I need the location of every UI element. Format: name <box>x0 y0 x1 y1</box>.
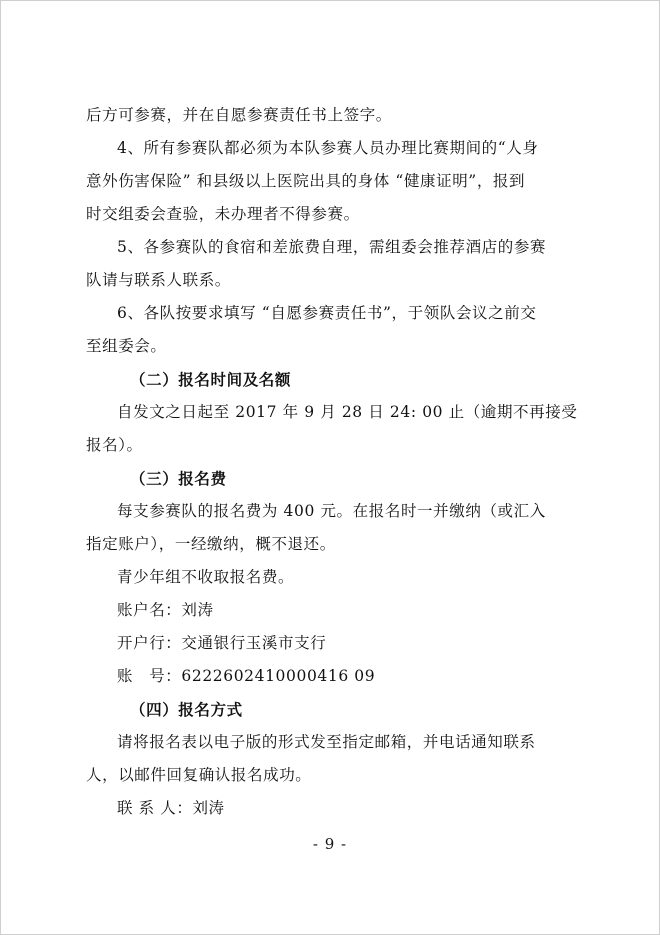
text-line: 指定账户），一经缴纳，概不退还。 <box>86 535 336 553</box>
text-line: 6、各队按要求填写 “自愿参赛责任书”，于领队会议之前交 <box>117 304 537 322</box>
text-line: 4、所有参赛队都必须为本队参赛人员办理比赛期间的“人身 <box>117 139 539 157</box>
text-line: 意外伤害保险” 和县级以上医院出具的身体 “健康证明”，报到 <box>86 172 526 190</box>
text-line: 联 系 人：刘涛 <box>117 799 225 817</box>
text-line: 5、各参赛队的食宿和差旅费自理，需组委会推荐酒店的参赛 <box>117 238 547 256</box>
document-body <box>86 99 576 825</box>
text-line: 报名）。 <box>86 436 143 454</box>
text-line: 账户名：刘涛 <box>117 601 214 619</box>
section-heading: （二）报名时间及名额 <box>130 370 292 389</box>
section-heading: （三）报名费 <box>130 469 227 488</box>
text-line: 后方可参赛，并在自愿参赛责任书上签字。 <box>86 106 392 124</box>
text-line: 队请与联系人联系。 <box>86 271 231 289</box>
text-line: 请将报名表以电子版的形式发至指定邮箱，并电话通知联系 <box>117 733 536 751</box>
section-heading: （四）报名方式 <box>130 700 243 719</box>
text-line: 时交组委会查验，未办理者不得参赛。 <box>86 205 360 223</box>
text-line: 开户行：交通银行玉溪市支行 <box>117 634 327 652</box>
text-line: 自发文之日起至 2017 年 9 月 28 日 24: 00 止（逾期不再接受 <box>117 403 578 421</box>
text-line: 至组委会。 <box>86 337 167 355</box>
page-number: - 9 - <box>312 835 348 853</box>
text-line: 账 号：6222602410000416 09 <box>117 667 376 685</box>
text-line: 每支参赛队的报名费为 400 元。在报名时一并缴纳（或汇入 <box>117 502 546 520</box>
text-line: 人，以邮件回复确认报名成功。 <box>86 766 312 784</box>
text-line: 青少年组不收取报名费。 <box>117 568 295 586</box>
